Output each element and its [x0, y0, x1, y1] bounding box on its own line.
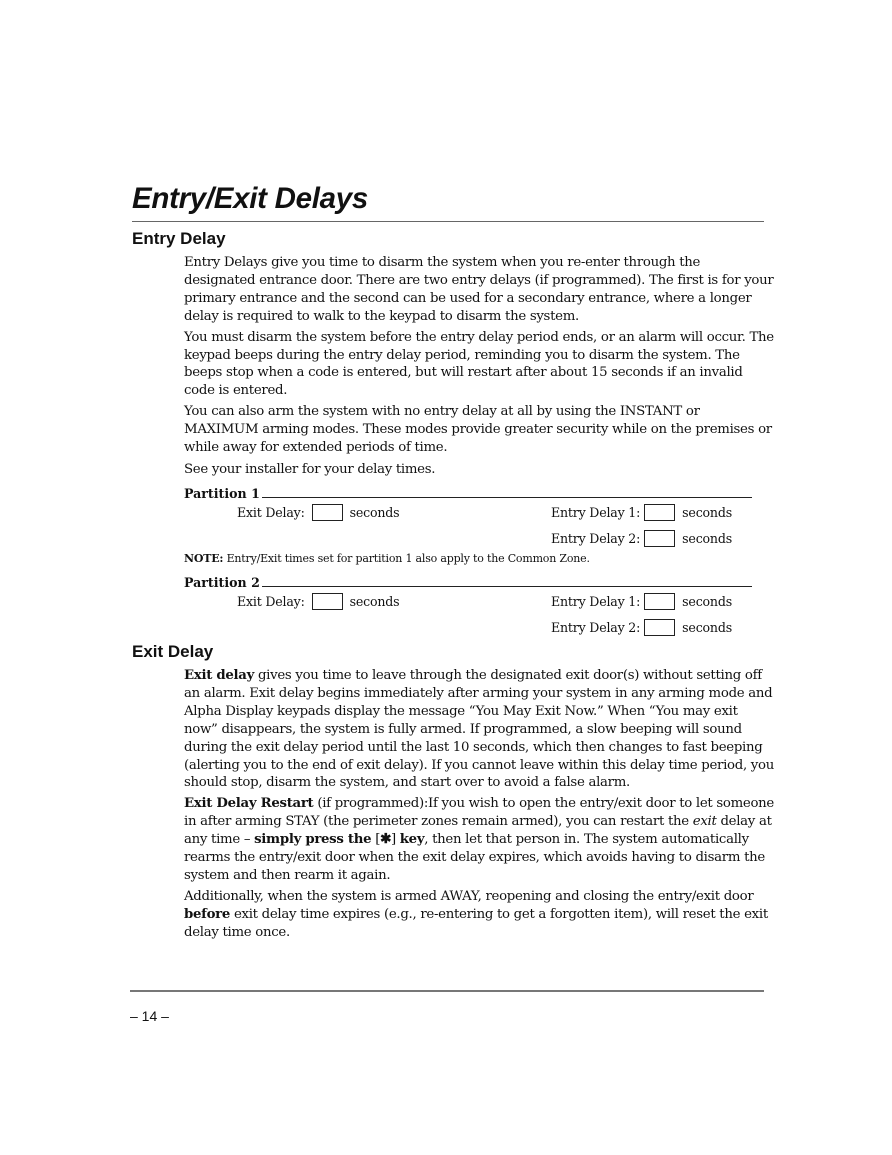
- exit-delay-term: Exit delay: [184, 668, 255, 683]
- exit-delay-restart-text-b: delay at any time –: [184, 814, 772, 848]
- partition-2-entry-delay-2-box[interactable]: [644, 619, 675, 636]
- page-number: – 14 –: [130, 1008, 169, 1024]
- exit-delay-restart-text-a: (if programmed):If you wish to open the entry/exit door to let someone in after arming STAY (the perimeter zones remain armed), you can restart the: [184, 796, 775, 830]
- entry-delay-2-label: Entry Delay 2:: [551, 530, 641, 546]
- note-label: NOTE:: [184, 552, 224, 565]
- seconds-label: seconds: [349, 593, 400, 609]
- partition-2-exit-delay-box[interactable]: [312, 593, 343, 610]
- exit-delay-restart-term: Exit Delay Restart: [184, 796, 314, 812]
- title-rule: [132, 221, 764, 222]
- exit-delay-paragraph-3-text-b: exit delay time expires (e.g., re-entering to get a forgotten item), will reset the exit delay time once.: [184, 906, 768, 940]
- exit-delay-paragraph-1-text: gives you time to leave through the designated exit door(s) without setting off an alarm. Exit delay begins immediately after arming your system in any arming mode and Alpha Display keypads display the message “You May Exit Now.” When “You may exit now” disappears, the system is fully armed. If programmed, a slow beeping will sound during the exit delay period until the last 10 seconds, which then changes to fast beeping (alerting you to the end of exit delay). If you cannot leave within this delay time period, you should stop, disarm the system, and start over to avoid a false alarm.: [184, 668, 774, 791]
- exit-delay-restart-text-d: ]: [390, 832, 400, 848]
- partition-2-label: Partition 2: [184, 575, 260, 590]
- partition-2-entry-delay-1: [551, 591, 732, 611]
- partition-1-rule: [262, 497, 752, 498]
- exit-delay-restart-text-e: , then let that person in. The system automatically rearms the entry/exit door when the exit delay expires, which avoids having to disarm the system and then rearm it again.: [184, 832, 765, 883]
- partition-1-header: [184, 483, 752, 501]
- partition-2-header: [184, 572, 752, 590]
- exit-italic: exit: [692, 814, 717, 830]
- seconds-label: seconds: [349, 504, 400, 520]
- partition-2-rule: [262, 586, 752, 587]
- entry-delay-paragraph-3: You can also arm the system with no entry delay at all by using the INSTANT or MAXIMUM arming modes. These modes provide greater security while on the premises or while away for extended periods of time.: [184, 404, 772, 456]
- partition-2-entry-delay-1-box[interactable]: [644, 593, 675, 610]
- simply-press-text: simply press the: [254, 832, 372, 848]
- entry-delay-paragraph-4: See your installer for your delay times.: [184, 461, 436, 477]
- star-key-icon: ✱: [380, 832, 391, 848]
- partition-2-exit-delay: [237, 591, 399, 611]
- partition-1-entry-delay-2: [551, 528, 732, 548]
- footer-rule: [130, 990, 764, 992]
- exit-delay-label: Exit Delay:: [237, 593, 305, 609]
- entry-delay-1-label: Entry Delay 1:: [551, 593, 641, 609]
- exit-delay-restart-paragraph: [184, 795, 774, 885]
- exit-delay-paragraph-1: [184, 667, 774, 792]
- partition-1-entry-delay-2-box[interactable]: [644, 530, 675, 547]
- entry-delay-heading: Entry Delay: [132, 229, 226, 248]
- seconds-label: seconds: [682, 530, 732, 546]
- exit-delay-paragraph-3-text-a: Additionally, when the system is armed AWAY, reopening and closing the entry/exit door: [184, 888, 754, 904]
- key-text: key: [399, 832, 425, 848]
- common-zone-note: [184, 552, 590, 565]
- entry-delay-body: [184, 254, 774, 482]
- partition-1-exit-delay: [237, 502, 399, 522]
- exit-delay-label: Exit Delay:: [237, 504, 305, 520]
- exit-delay-heading: Exit Delay: [132, 642, 214, 661]
- exit-delay-paragraph-3: [184, 888, 774, 942]
- partition-1-label: Partition 1: [184, 486, 260, 501]
- partition-2-entry-delay-2: [551, 617, 732, 637]
- entry-delay-2-label: Entry Delay 2:: [551, 619, 641, 635]
- before-text: before: [184, 906, 231, 922]
- seconds-label: seconds: [682, 619, 732, 635]
- exit-delay-body: [184, 667, 774, 945]
- partition-1-exit-delay-box[interactable]: [312, 504, 343, 521]
- partition-1-entry-delay-1: [551, 502, 732, 522]
- page-title: Entry/Exit Delays: [132, 182, 368, 215]
- entry-delay-1-label: Entry Delay 1:: [551, 504, 641, 520]
- seconds-label: seconds: [682, 504, 732, 520]
- entry-delay-paragraph-1: Entry Delays give you time to disarm the system when you re-enter through the designated entrance door. There are two entry delays (if programmed). The first is for your primary entrance and the second can be used for a secondary entrance, where a longer delay is required to walk to the keypad to disarm the system.: [184, 255, 774, 324]
- note-text: Entry/Exit times set for partition 1 also apply to the Common Zone.: [223, 552, 590, 565]
- entry-delay-paragraph-2: You must disarm the system before the entry delay period ends, or an alarm will occur. The keypad beeps during the entry delay period, reminding you to disarm the system. The beeps stop when a code is entered, but will restart after about 15 seconds if an invalid code is entered.: [184, 329, 774, 399]
- seconds-label: seconds: [682, 593, 732, 609]
- partition-1-entry-delay-1-box[interactable]: [644, 504, 675, 521]
- exit-delay-restart-text-c: [: [371, 832, 381, 848]
